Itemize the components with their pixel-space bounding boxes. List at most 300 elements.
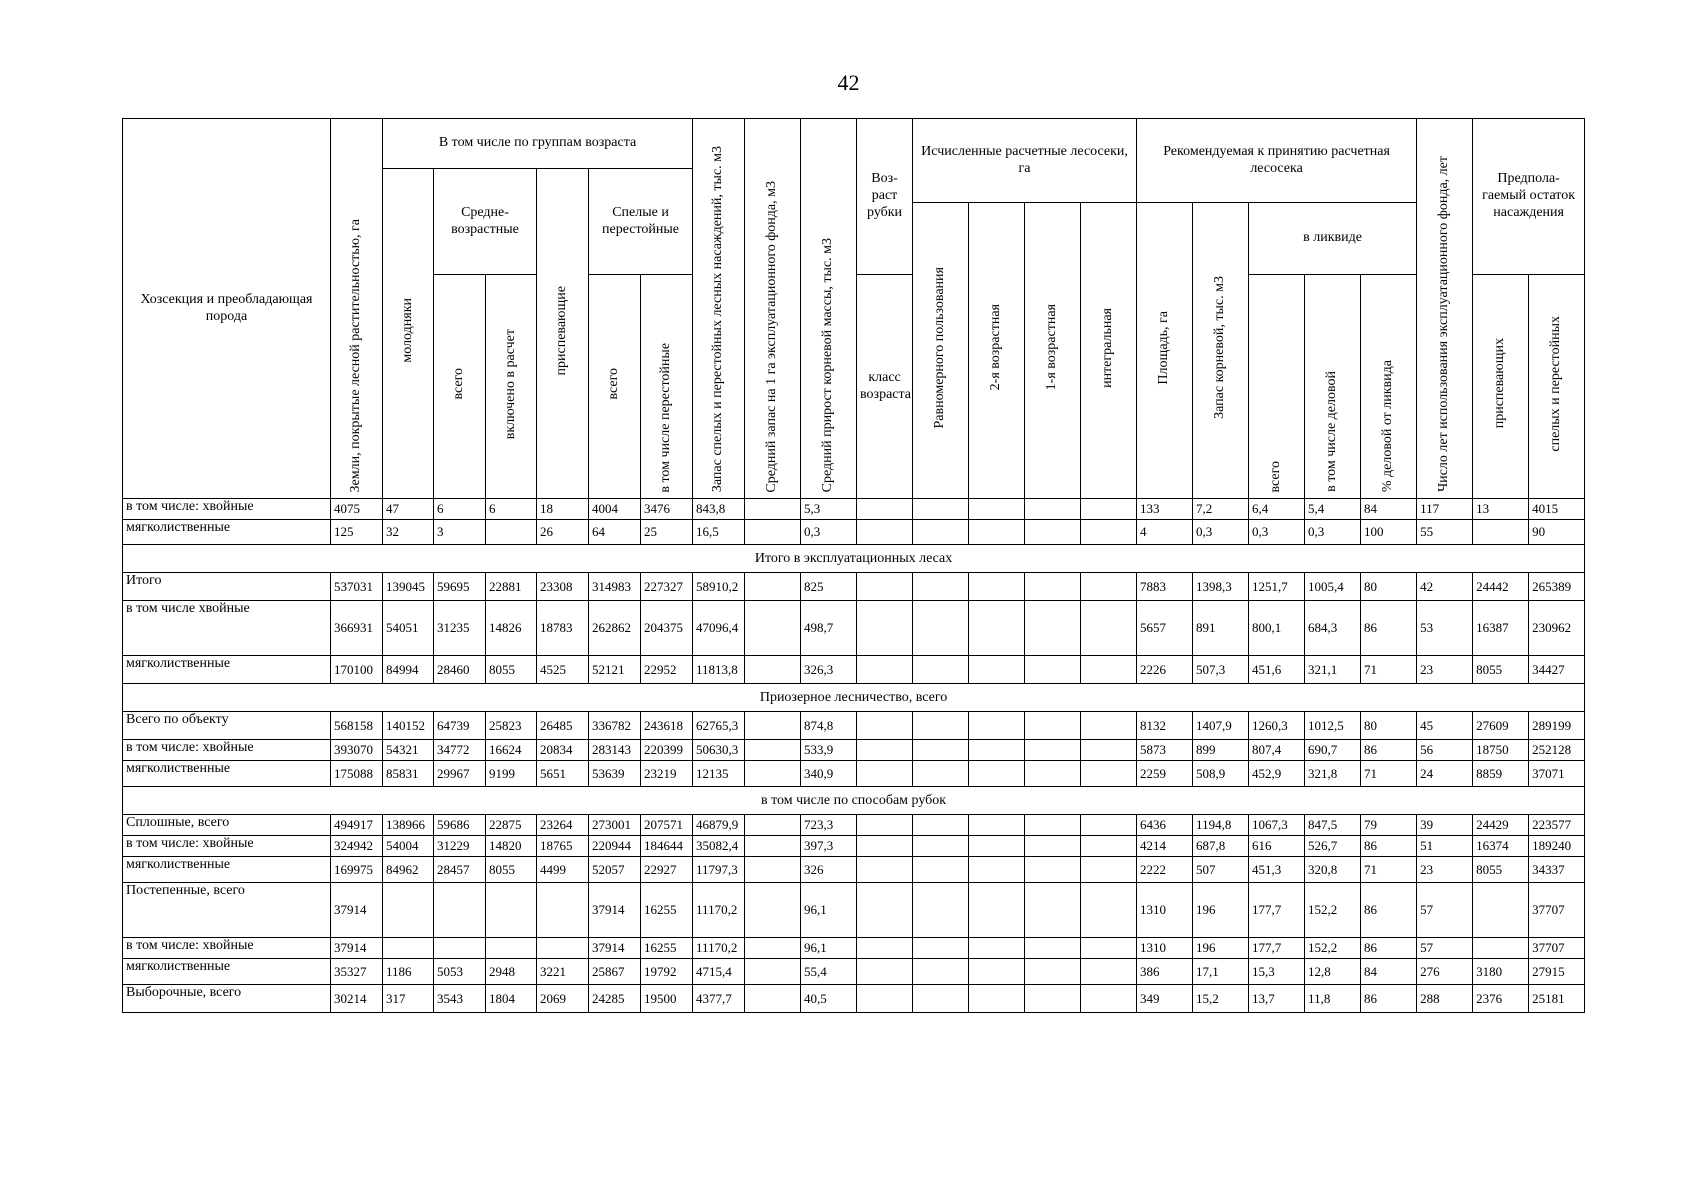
table-cell xyxy=(913,712,969,740)
table-cell: 37914 xyxy=(589,883,641,938)
table-cell xyxy=(857,815,913,836)
row-label: Выборочные, всего xyxy=(123,985,331,1013)
table-cell: 204375 xyxy=(641,601,693,656)
table-cell: 1260,3 xyxy=(1249,712,1305,740)
table-cell: 52057 xyxy=(589,857,641,883)
table-cell: 4015 xyxy=(1529,499,1585,520)
header-root-stock: Запас корневой, тыс. м3 xyxy=(1193,203,1249,499)
table-cell: 1398,3 xyxy=(1193,573,1249,601)
header-species: Хозсекция и преобладающая порода xyxy=(123,119,331,499)
table-row xyxy=(123,815,1585,836)
table-cell: 47096,4 xyxy=(693,601,745,656)
header-mid-total: всего xyxy=(434,275,486,499)
table-cell: 8055 xyxy=(1473,857,1529,883)
table-cell: 3543 xyxy=(434,985,486,1013)
header-mid-incl: включено в расчет xyxy=(486,275,537,499)
table-cell: 62765,3 xyxy=(693,712,745,740)
row-label: мягколиственные xyxy=(123,656,331,684)
table-cell: 8055 xyxy=(486,857,537,883)
table-cell xyxy=(486,883,537,938)
table-cell: 23264 xyxy=(537,815,589,836)
forest-report-table xyxy=(122,118,1585,1013)
table-cell: 7883 xyxy=(1137,573,1193,601)
table-row xyxy=(123,836,1585,857)
table-cell: 18750 xyxy=(1473,740,1529,761)
table-cell: 16,5 xyxy=(693,520,745,545)
table-cell: 37071 xyxy=(1529,761,1585,787)
table-cell xyxy=(1025,761,1081,787)
table-cell xyxy=(745,520,801,545)
table-cell xyxy=(913,883,969,938)
table-cell: 27915 xyxy=(1529,959,1585,985)
table-cell xyxy=(1025,815,1081,836)
table-cell: 184644 xyxy=(641,836,693,857)
table-cell xyxy=(913,836,969,857)
table-cell: 320,8 xyxy=(1305,857,1361,883)
header-age-class: класс возраста xyxy=(857,275,913,499)
table-cell: 196 xyxy=(1193,883,1249,938)
row-label: в том числе: хвойные xyxy=(123,499,331,520)
table-cell xyxy=(745,857,801,883)
section-title: Итого в эксплуатационных лесах xyxy=(123,545,1585,573)
table-cell xyxy=(1025,938,1081,959)
table-cell xyxy=(745,601,801,656)
table-cell: 6,4 xyxy=(1249,499,1305,520)
table-cell: 2259 xyxy=(1137,761,1193,787)
table-cell: 526,7 xyxy=(1305,836,1361,857)
table-cell: 90 xyxy=(1529,520,1585,545)
table-cell: 366931 xyxy=(331,601,383,656)
table-cell: 1251,7 xyxy=(1249,573,1305,601)
table-cell: 1310 xyxy=(1137,938,1193,959)
table-cell: 5651 xyxy=(537,761,589,787)
table-cell: 100 xyxy=(1361,520,1417,545)
table-cell xyxy=(913,499,969,520)
table-cell: 22881 xyxy=(486,573,537,601)
table-cell: 23 xyxy=(1417,857,1473,883)
table-cell: 79 xyxy=(1361,815,1417,836)
row-label: в том числе: хвойные xyxy=(123,836,331,857)
table-cell: 177,7 xyxy=(1249,883,1305,938)
header-age1: 1-я возрастная xyxy=(1025,203,1081,499)
table-cell: 45 xyxy=(1417,712,1473,740)
header-ripe-over: в том числе перестойные xyxy=(641,275,693,499)
table-cell: 220944 xyxy=(589,836,641,857)
table-cell xyxy=(969,959,1025,985)
table-cell: 4499 xyxy=(537,857,589,883)
table-cell: 86 xyxy=(1361,883,1417,938)
table-cell: 6 xyxy=(434,499,486,520)
table-cell: 452,9 xyxy=(1249,761,1305,787)
table-cell: 288 xyxy=(1417,985,1473,1013)
table-cell: 393070 xyxy=(331,740,383,761)
section-title: в том числе по способам рубок xyxy=(123,787,1585,815)
row-label: Итого xyxy=(123,573,331,601)
table-cell: 84962 xyxy=(383,857,434,883)
table-cell: 17,1 xyxy=(1193,959,1249,985)
table-cell: 177,7 xyxy=(1249,938,1305,959)
header-group-ripe: Спелые и перестойные xyxy=(589,169,693,275)
header-uniform: Равномерного пользования xyxy=(913,203,969,499)
row-label: в том числе: хвойные xyxy=(123,938,331,959)
table-cell: 899 xyxy=(1193,740,1249,761)
table-cell xyxy=(434,883,486,938)
table-cell xyxy=(857,573,913,601)
table-cell: 84 xyxy=(1361,959,1417,985)
table-cell: 451,6 xyxy=(1249,656,1305,684)
table-row xyxy=(123,573,1585,601)
table-cell xyxy=(913,520,969,545)
table-cell: 684,3 xyxy=(1305,601,1361,656)
header-group-liquid: в ликвиде xyxy=(1249,203,1417,275)
table-cell: 152,2 xyxy=(1305,883,1361,938)
table-cell: 31229 xyxy=(434,836,486,857)
table-cell: 22875 xyxy=(486,815,537,836)
table-cell: 223577 xyxy=(1529,815,1585,836)
table-cell: 11797,3 xyxy=(693,857,745,883)
table-row xyxy=(123,959,1585,985)
section-row xyxy=(123,684,1585,712)
table-cell: 220399 xyxy=(641,740,693,761)
table-cell xyxy=(969,499,1025,520)
table-cell: 23308 xyxy=(537,573,589,601)
table-row xyxy=(123,761,1585,787)
table-cell xyxy=(1025,601,1081,656)
table-cell: 26485 xyxy=(537,712,589,740)
table-cell xyxy=(745,573,801,601)
table-cell: 46879,9 xyxy=(693,815,745,836)
table-header xyxy=(123,119,1585,499)
table-row xyxy=(123,857,1585,883)
table-cell: 324942 xyxy=(331,836,383,857)
table-cell: 11170,2 xyxy=(693,883,745,938)
table-cell xyxy=(1081,712,1137,740)
table-cell xyxy=(745,499,801,520)
table-cell xyxy=(1025,573,1081,601)
table-cell: 18765 xyxy=(537,836,589,857)
table-cell: 51 xyxy=(1417,836,1473,857)
table-cell: 451,3 xyxy=(1249,857,1305,883)
table-cell: 13,7 xyxy=(1249,985,1305,1013)
table-cell xyxy=(434,938,486,959)
table-cell: 16387 xyxy=(1473,601,1529,656)
table-cell: 64739 xyxy=(434,712,486,740)
table-cell: 8132 xyxy=(1137,712,1193,740)
table-cell: 16624 xyxy=(486,740,537,761)
table-cell: 321,8 xyxy=(1305,761,1361,787)
table-cell xyxy=(383,883,434,938)
row-label: Постепенные, всего xyxy=(123,883,331,938)
table-cell xyxy=(1081,740,1137,761)
table-cell: 86 xyxy=(1361,601,1417,656)
header-rem-ripening: приспевающих xyxy=(1473,275,1529,499)
table-cell: 2222 xyxy=(1137,857,1193,883)
table-cell: 283143 xyxy=(589,740,641,761)
table-cell: 31235 xyxy=(434,601,486,656)
page-number: 42 xyxy=(837,70,860,95)
table-cell: 22927 xyxy=(641,857,693,883)
header-young: молодняки xyxy=(383,169,434,499)
table-cell: 6 xyxy=(486,499,537,520)
table-cell xyxy=(1025,836,1081,857)
table-cell: 397,3 xyxy=(801,836,857,857)
table-cell: 29967 xyxy=(434,761,486,787)
table-cell: 15,3 xyxy=(1249,959,1305,985)
table-cell: 1186 xyxy=(383,959,434,985)
table-cell: 54004 xyxy=(383,836,434,857)
table-cell xyxy=(383,938,434,959)
table-cell: 321,1 xyxy=(1305,656,1361,684)
table-cell: 13 xyxy=(1473,499,1529,520)
table-cell: 847,5 xyxy=(1305,815,1361,836)
table-cell: 5,3 xyxy=(801,499,857,520)
header-avg-growth: Средний прирост корневой массы, тыс. м3 xyxy=(801,119,857,499)
table-row xyxy=(123,601,1585,656)
table-cell: 807,4 xyxy=(1249,740,1305,761)
table-cell: 1407,9 xyxy=(1193,712,1249,740)
table-cell: 37707 xyxy=(1529,883,1585,938)
table-cell: 4525 xyxy=(537,656,589,684)
table-cell: 57 xyxy=(1417,938,1473,959)
table-cell: 19792 xyxy=(641,959,693,985)
table-cell: 1804 xyxy=(486,985,537,1013)
header-avg-stock: Средний запас на 1 га эксплуатационного фонда, м3 xyxy=(745,119,801,499)
table-cell: 825 xyxy=(801,573,857,601)
table-cell: 349 xyxy=(1137,985,1193,1013)
table-cell: 12135 xyxy=(693,761,745,787)
table-cell: 7,2 xyxy=(1193,499,1249,520)
header-liq-pct: % деловой от ликвида xyxy=(1361,275,1417,499)
table-cell: 37914 xyxy=(331,938,383,959)
section-row xyxy=(123,787,1585,815)
table-cell: 50630,3 xyxy=(693,740,745,761)
row-label: Сплошные, всего xyxy=(123,815,331,836)
table-cell xyxy=(913,815,969,836)
table-cell xyxy=(857,883,913,938)
header-liq-total: всего xyxy=(1249,275,1305,499)
table-cell xyxy=(745,985,801,1013)
table-cell: 386 xyxy=(1137,959,1193,985)
table-cell: 18 xyxy=(537,499,589,520)
table-cell xyxy=(745,712,801,740)
table-cell: 58910,2 xyxy=(693,573,745,601)
header-cut-age: Воз-раст рубки xyxy=(857,119,913,275)
table-cell: 230962 xyxy=(1529,601,1585,656)
table-cell: 71 xyxy=(1361,656,1417,684)
table-cell xyxy=(969,656,1025,684)
table-cell: 86 xyxy=(1361,836,1417,857)
table-cell: 8055 xyxy=(486,656,537,684)
table-row xyxy=(123,712,1585,740)
table-cell xyxy=(913,959,969,985)
table-cell: 843,8 xyxy=(693,499,745,520)
table-cell: 19500 xyxy=(641,985,693,1013)
header-age2: 2-я возрастная xyxy=(969,203,1025,499)
table-cell xyxy=(1025,883,1081,938)
table-cell xyxy=(913,656,969,684)
header-group-calc: Исчисленные расчетные лесосеки, га xyxy=(913,119,1137,203)
table-cell xyxy=(969,815,1025,836)
table-cell xyxy=(969,520,1025,545)
header-area: Площадь, га xyxy=(1137,203,1193,499)
header-group-age: В том числе по группам возраста xyxy=(383,119,693,169)
table-cell: 55 xyxy=(1417,520,1473,545)
table-cell xyxy=(857,836,913,857)
table-cell: 84994 xyxy=(383,656,434,684)
table-cell: 317 xyxy=(383,985,434,1013)
table-cell xyxy=(745,836,801,857)
table-cell: 533,9 xyxy=(801,740,857,761)
table-cell: 494917 xyxy=(331,815,383,836)
table-cell: 14826 xyxy=(486,601,537,656)
header-stock: Запас спелых и перестойных лесных насаждений, тыс. м3 xyxy=(693,119,745,499)
table-cell: 152,2 xyxy=(1305,938,1361,959)
table-cell xyxy=(857,938,913,959)
table-cell: 86 xyxy=(1361,740,1417,761)
header-ripe-total: всего xyxy=(589,275,641,499)
table-cell xyxy=(745,740,801,761)
table-cell xyxy=(1025,712,1081,740)
table-cell: 71 xyxy=(1361,761,1417,787)
table-cell xyxy=(1473,938,1529,959)
table-cell xyxy=(857,601,913,656)
table-cell xyxy=(969,938,1025,959)
table-cell: 507,3 xyxy=(1193,656,1249,684)
table-cell: 28460 xyxy=(434,656,486,684)
table-cell: 12,8 xyxy=(1305,959,1361,985)
table-cell: 508,9 xyxy=(1193,761,1249,787)
table-cell: 189240 xyxy=(1529,836,1585,857)
table-cell: 40,5 xyxy=(801,985,857,1013)
table-cell xyxy=(1025,857,1081,883)
table-cell xyxy=(1025,959,1081,985)
row-label: в том числе: хвойные xyxy=(123,740,331,761)
table-cell: 175088 xyxy=(331,761,383,787)
table-cell: 1012,5 xyxy=(1305,712,1361,740)
row-label: мягколиственные xyxy=(123,959,331,985)
table-cell xyxy=(1473,883,1529,938)
table-cell: 5657 xyxy=(1137,601,1193,656)
table-cell xyxy=(1081,656,1137,684)
table-cell: 2948 xyxy=(486,959,537,985)
table-cell: 96,1 xyxy=(801,938,857,959)
table-cell xyxy=(745,959,801,985)
table-cell: 117 xyxy=(1417,499,1473,520)
table-cell: 6436 xyxy=(1137,815,1193,836)
table-cell: 265389 xyxy=(1529,573,1585,601)
table-cell: 16255 xyxy=(641,883,693,938)
row-label: мягколиственные xyxy=(123,761,331,787)
table-cell xyxy=(969,740,1025,761)
table-cell xyxy=(857,499,913,520)
table-cell: 3 xyxy=(434,520,486,545)
table-cell: 196 xyxy=(1193,938,1249,959)
table-cell: 4214 xyxy=(1137,836,1193,857)
table-cell: 0,3 xyxy=(1193,520,1249,545)
table-cell xyxy=(1025,985,1081,1013)
table-cell xyxy=(1081,985,1137,1013)
table-cell xyxy=(745,815,801,836)
table-cell: 3221 xyxy=(537,959,589,985)
header-group-remainder: Предпола-гаемый остаток насаждения xyxy=(1473,119,1585,275)
table-cell xyxy=(486,520,537,545)
table-cell: 59686 xyxy=(434,815,486,836)
table-row xyxy=(123,499,1585,520)
table-cell: 27609 xyxy=(1473,712,1529,740)
table-cell: 56 xyxy=(1417,740,1473,761)
table-cell xyxy=(969,985,1025,1013)
table-cell: 5873 xyxy=(1137,740,1193,761)
table-cell: 326 xyxy=(801,857,857,883)
table-cell: 86 xyxy=(1361,985,1417,1013)
table-cell: 568158 xyxy=(331,712,383,740)
section-row xyxy=(123,545,1585,573)
table-cell: 687,8 xyxy=(1193,836,1249,857)
table-cell: 1194,8 xyxy=(1193,815,1249,836)
table-row xyxy=(123,985,1585,1013)
table-cell: 20834 xyxy=(537,740,589,761)
table-cell: 0,3 xyxy=(1305,520,1361,545)
table-cell: 273001 xyxy=(589,815,641,836)
table-cell xyxy=(1081,836,1137,857)
table-cell xyxy=(857,740,913,761)
header-ripening: приспевающие xyxy=(537,169,589,499)
table-cell: 28457 xyxy=(434,857,486,883)
table-cell: 84 xyxy=(1361,499,1417,520)
table-cell: 26 xyxy=(537,520,589,545)
table-cell xyxy=(857,520,913,545)
table-cell xyxy=(913,938,969,959)
table-cell: 3476 xyxy=(641,499,693,520)
table-cell: 96,1 xyxy=(801,883,857,938)
table-cell: 25823 xyxy=(486,712,537,740)
table-cell xyxy=(745,938,801,959)
table-cell xyxy=(486,938,537,959)
table-cell xyxy=(913,601,969,656)
table-cell: 616 xyxy=(1249,836,1305,857)
table-cell: 23 xyxy=(1417,656,1473,684)
table-cell xyxy=(1025,656,1081,684)
table-cell xyxy=(537,938,589,959)
table-cell: 16374 xyxy=(1473,836,1529,857)
table-cell xyxy=(1025,520,1081,545)
table-cell: 2376 xyxy=(1473,985,1529,1013)
table-cell: 1310 xyxy=(1137,883,1193,938)
table-row xyxy=(123,938,1585,959)
table-cell: 32 xyxy=(383,520,434,545)
table-cell: 169975 xyxy=(331,857,383,883)
table-cell: 4004 xyxy=(589,499,641,520)
table-cell: 18783 xyxy=(537,601,589,656)
table-row xyxy=(123,883,1585,938)
table-cell: 24 xyxy=(1417,761,1473,787)
header-years: Число лет использования эксплуатационного фонда, лет xyxy=(1417,119,1473,499)
table-cell: 22952 xyxy=(641,656,693,684)
section-title: Приозерное лесничество, всего xyxy=(123,684,1585,712)
table-cell: 252128 xyxy=(1529,740,1585,761)
table-cell xyxy=(913,985,969,1013)
table-cell xyxy=(1081,520,1137,545)
table-cell: 537031 xyxy=(331,573,383,601)
table-cell xyxy=(1473,520,1529,545)
table-cell: 498,7 xyxy=(801,601,857,656)
table-cell: 39 xyxy=(1417,815,1473,836)
table-cell: 207571 xyxy=(641,815,693,836)
table-cell: 125 xyxy=(331,520,383,545)
table-cell: 326,3 xyxy=(801,656,857,684)
table-cell: 54051 xyxy=(383,601,434,656)
table-cell: 336782 xyxy=(589,712,641,740)
